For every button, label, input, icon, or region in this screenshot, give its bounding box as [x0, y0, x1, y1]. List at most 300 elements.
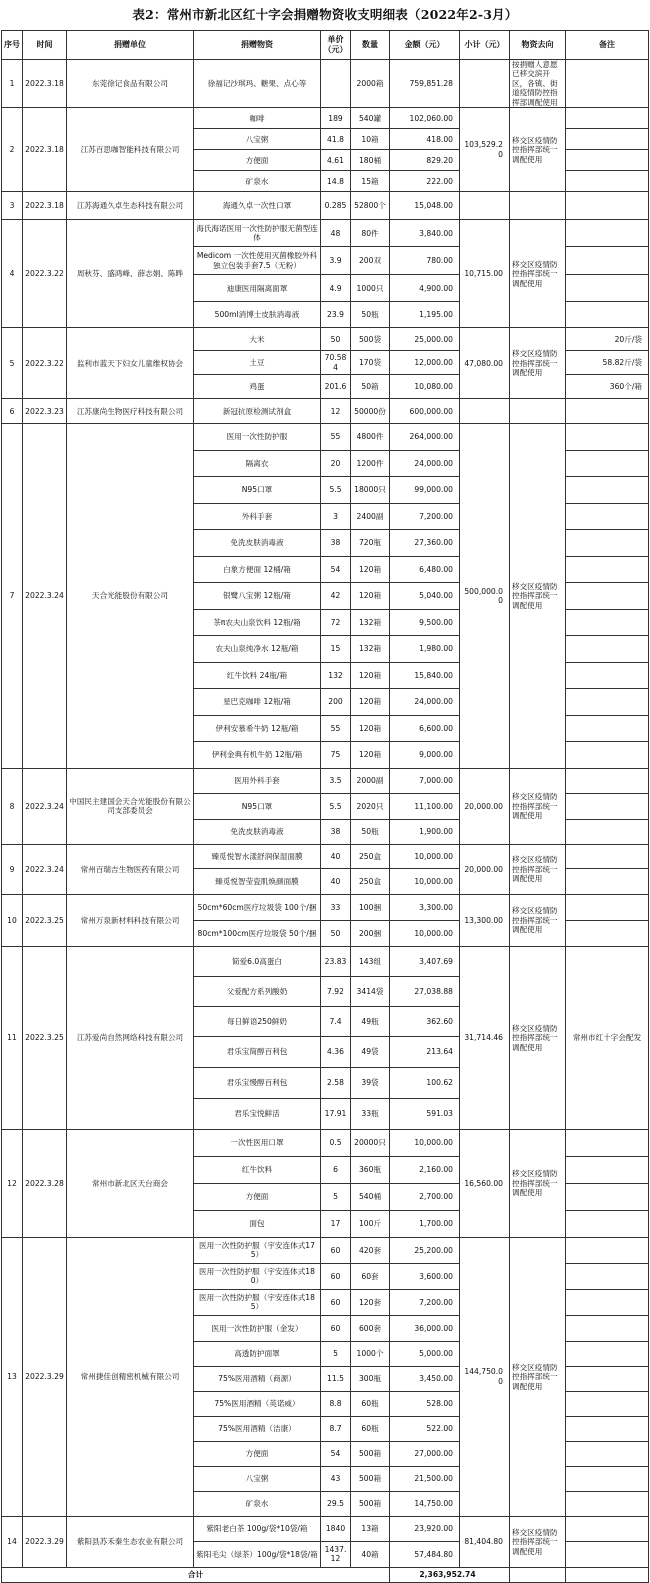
item-note — [566, 1183, 649, 1210]
header-subtotal: 小计（元） — [460, 31, 510, 60]
item-note: 58.82斤/袋 — [566, 351, 649, 375]
table-title: 表2：常州市新北区红十字会捐赠物资收支明细表（2022年2-3月） — [132, 7, 518, 22]
item-price: 48 — [321, 220, 351, 247]
total-row — [2, 1567, 649, 1582]
item-amount: 9,000.00 — [390, 742, 460, 769]
item-amount: 2,160.00 — [390, 1156, 460, 1183]
item-note — [566, 424, 649, 451]
item-qty: 250盒 — [351, 868, 390, 894]
item-name: 免洗皮肤消毒液 — [194, 530, 321, 557]
row-destination: 移交区疫情防控指挥部统一调配使用 — [510, 844, 566, 894]
item-name: 父爱配方系列酸奶 — [194, 976, 321, 1006]
item-qty: 1000只 — [351, 275, 390, 302]
item-name: 医用一次性防护服 — [194, 424, 321, 451]
item-qty: 250盒 — [351, 844, 390, 868]
row-date: 2022.3.24 — [23, 768, 67, 844]
item-amount: 6,480.00 — [390, 556, 460, 583]
row-destination: 移交区疫情防控指挥部统一调配使用 — [510, 768, 566, 844]
row-index: 4 — [2, 220, 23, 328]
item-note — [566, 609, 649, 636]
item-amount: 100.62 — [390, 1067, 460, 1098]
item-qty: 4800件 — [351, 424, 390, 451]
item-price: 43 — [321, 1466, 351, 1491]
total-note-empty — [566, 1567, 649, 1582]
table-row — [2, 894, 649, 920]
row-date: 2022.3.24 — [23, 844, 67, 894]
item-amount: 5,000.00 — [390, 1341, 460, 1366]
item-price: 3 — [321, 503, 351, 530]
item-price: 60 — [321, 1237, 351, 1263]
table-row — [2, 844, 649, 868]
item-note — [566, 1210, 649, 1237]
item-qty: 1200件 — [351, 450, 390, 477]
row-subtotal: 10,715.00 — [460, 220, 510, 328]
item-qty: 2020只 — [351, 793, 390, 819]
item-name: 八宝粥 — [194, 1466, 321, 1491]
item-price: 55 — [321, 424, 351, 451]
item-note — [566, 399, 649, 424]
row-donor: 紫阳县苏禾秦生态农业有限公司 — [67, 1516, 194, 1567]
item-name: 医用一次性防护服（宇安连体式180） — [194, 1263, 321, 1289]
item-name: 医用一次性防护服（宇安连体式185） — [194, 1289, 321, 1315]
row-index: 13 — [2, 1237, 23, 1516]
item-price: 60 — [321, 1289, 351, 1315]
item-note — [566, 1315, 649, 1341]
item-note — [566, 715, 649, 742]
item-amount: 99,000.00 — [390, 477, 460, 504]
item-price: 0.285 — [321, 192, 351, 220]
item-price: 40 — [321, 868, 351, 894]
row-index: 2 — [2, 108, 23, 192]
item-name: 红牛饮料 24瓶/箱 — [194, 662, 321, 689]
item-note — [566, 220, 649, 247]
item-name: 方便面 — [194, 150, 321, 171]
item-amount: 1,195.00 — [390, 302, 460, 328]
item-price: 17 — [321, 1210, 351, 1237]
item-name: N95口罩 — [194, 477, 321, 504]
header-price: 单价（元） — [321, 31, 351, 60]
item-amount: 222.00 — [390, 171, 460, 192]
item-price: 12 — [321, 399, 351, 424]
table-row — [2, 1237, 649, 1263]
row-index: 7 — [2, 424, 23, 769]
item-price: 20 — [321, 450, 351, 477]
item-amount: 7,200.00 — [390, 503, 460, 530]
item-name: 鸡蛋 — [194, 375, 321, 399]
row-donor: 江苏百思咖智能科技有限公司 — [67, 108, 194, 192]
table-row — [2, 946, 649, 976]
item-qty: 40箱 — [351, 1541, 390, 1567]
item-amount: 27,038.88 — [390, 976, 460, 1006]
item-note — [566, 129, 649, 150]
item-note — [566, 477, 649, 504]
item-amount: 10,000.00 — [390, 1129, 460, 1156]
header-qty: 数量 — [351, 31, 390, 60]
item-name: 伊利安慕希牛奶 12瓶/箱 — [194, 715, 321, 742]
item-qty: 120箱 — [351, 662, 390, 689]
item-name: 新冠抗原检测试剂盒 — [194, 399, 321, 424]
item-qty: 600套 — [351, 1315, 390, 1341]
item-name: 简爱6.0高蛋白 — [194, 946, 321, 976]
item-name: 伊利金典有机牛奶 12瓶/箱 — [194, 742, 321, 769]
row-index: 9 — [2, 844, 23, 894]
item-amount: 27,360.00 — [390, 530, 460, 557]
item-qty: 50000份 — [351, 399, 390, 424]
item-qty: 420套 — [351, 1237, 390, 1263]
item-price: 50 — [321, 328, 351, 351]
item-amount: 15,048.00 — [390, 192, 460, 220]
item-name: 紫阳老白茶 100g/袋*10袋/箱 — [194, 1516, 321, 1541]
row-date: 2022.3.29 — [23, 1516, 67, 1567]
item-qty: 49袋 — [351, 1036, 390, 1067]
item-qty: 50箱 — [351, 375, 390, 399]
item-name: 银鹭八宝粥 12瓶/箱 — [194, 583, 321, 610]
item-name: 咖啡 — [194, 108, 321, 129]
item-note — [566, 1516, 649, 1541]
item-name: 君乐宝简醇百利包 — [194, 1036, 321, 1067]
row-donor: 常州万泉新材料科技有限公司 — [67, 894, 194, 946]
item-name: 高透防护面罩 — [194, 1341, 321, 1366]
item-amount: 591.03 — [390, 1098, 460, 1129]
row-donor: 中国民主建国会天合光能股份有限公司支部委员会 — [67, 768, 194, 844]
item-price: 55 — [321, 715, 351, 742]
item-name: 500ml消博士皮肤消毒液 — [194, 302, 321, 328]
item-note — [566, 530, 649, 557]
item-name: 臻觅悦智莹瓷肌焕颜面膜 — [194, 868, 321, 894]
item-price: 7.4 — [321, 1006, 351, 1036]
item-note — [566, 1441, 649, 1466]
item-qty: 500箱 — [351, 1466, 390, 1491]
item-name: 50cm*60cm医疗垃圾袋 100个/捆 — [194, 894, 321, 920]
item-price: 5.5 — [321, 793, 351, 819]
item-qty: 120箱 — [351, 689, 390, 716]
total-dest-empty — [510, 1567, 566, 1582]
item-amount: 418.00 — [390, 129, 460, 150]
row-subtotal: 144,750.00 — [460, 1237, 510, 1516]
item-amount: 213.64 — [390, 1036, 460, 1067]
item-name: 星巴克咖啡 12瓶/箱 — [194, 689, 321, 716]
item-amount: 1,900.00 — [390, 819, 460, 844]
item-qty: 132箱 — [351, 636, 390, 663]
item-qty: 300瓶 — [351, 1366, 390, 1391]
row-subtotal: 81,404.80 — [460, 1516, 510, 1567]
donation-table — [1, 30, 649, 1583]
row-index: 11 — [2, 946, 23, 1129]
row-index: 5 — [2, 328, 23, 399]
item-amount: 9,500.00 — [390, 609, 460, 636]
item-price: 15 — [321, 636, 351, 663]
item-price: 11.5 — [321, 1366, 351, 1391]
item-note — [566, 302, 649, 328]
item-name: 白象方便面 12桶/箱 — [194, 556, 321, 583]
item-note — [566, 1289, 649, 1315]
row-destination: 移交区疫情防控指挥部统一调配使用 — [510, 946, 566, 1129]
row-subtotal: 20,000.00 — [460, 844, 510, 894]
item-note — [566, 583, 649, 610]
item-amount: 600,000.00 — [390, 399, 460, 424]
row-subtotal: 16,560.00 — [460, 1129, 510, 1237]
row-donor: 监利市蓝天下妇女儿童维权协会 — [67, 328, 194, 399]
row-subtotal: 103,529.20 — [460, 108, 510, 192]
item-amount: 6,600.00 — [390, 715, 460, 742]
item-note: 360个/箱 — [566, 375, 649, 399]
item-price: 5 — [321, 1183, 351, 1210]
item-price: 5 — [321, 1341, 351, 1366]
item-price — [321, 60, 351, 108]
item-note — [566, 1541, 649, 1567]
row-date: 2022.3.22 — [23, 328, 67, 399]
row-destination — [510, 192, 566, 220]
item-qty: 80件 — [351, 220, 390, 247]
item-amount: 3,300.00 — [390, 894, 460, 920]
item-name: 紫阳毛尖（绿茶）100g/袋*18袋/箱 — [194, 1541, 321, 1567]
item-name: 臻觅悦智水漾舒润保湿面膜 — [194, 844, 321, 868]
item-name: 医用外科手套 — [194, 768, 321, 793]
item-name: 君乐宝悦鲜活 — [194, 1098, 321, 1129]
item-note — [566, 1237, 649, 1263]
item-qty: 500袋 — [351, 328, 390, 351]
row-date: 2022.3.25 — [23, 894, 67, 946]
item-note — [566, 1156, 649, 1183]
item-name: 矿泉水 — [194, 1491, 321, 1516]
item-note — [566, 819, 649, 844]
item-qty: 540桶 — [351, 1183, 390, 1210]
item-amount: 3,600.00 — [390, 1263, 460, 1289]
row-date: 2022.3.18 — [23, 108, 67, 192]
item-note — [566, 1391, 649, 1416]
table-row — [2, 424, 649, 451]
item-note — [566, 192, 649, 220]
item-amount: 1,700.00 — [390, 1210, 460, 1237]
item-qty: 50瓶 — [351, 819, 390, 844]
row-note: 常州市红十字会配发 — [566, 946, 649, 1129]
item-name: 土豆 — [194, 351, 321, 375]
row-subtotal: 20,000.00 — [460, 768, 510, 844]
item-price: 1437.12 — [321, 1541, 351, 1567]
row-date: 2022.3.25 — [23, 946, 67, 1129]
item-amount: 14,750.00 — [390, 1491, 460, 1516]
item-price: 60 — [321, 1263, 351, 1289]
item-amount: 3,450.00 — [390, 1366, 460, 1391]
item-price: 33 — [321, 894, 351, 920]
row-index: 8 — [2, 768, 23, 844]
item-price: 200 — [321, 689, 351, 716]
item-qty: 720瓶 — [351, 530, 390, 557]
row-destination: 移交区疫情防控指挥部统一调配使用 — [510, 328, 566, 399]
item-price: 8.7 — [321, 1416, 351, 1441]
item-name: 矿泉水 — [194, 171, 321, 192]
item-qty: 180桶 — [351, 150, 390, 171]
table-row — [2, 1129, 649, 1156]
item-amount: 264,000.00 — [390, 424, 460, 451]
item-note — [566, 844, 649, 868]
item-name: 75%医用酒精（商源） — [194, 1366, 321, 1391]
item-qty: 10箱 — [351, 129, 390, 150]
item-qty: 1000个 — [351, 1341, 390, 1366]
item-amount: 759,851.28 — [390, 60, 460, 108]
item-note — [566, 1366, 649, 1391]
item-qty: 18000只 — [351, 477, 390, 504]
item-qty: 52800个 — [351, 192, 390, 220]
item-note — [566, 636, 649, 663]
item-price: 132 — [321, 662, 351, 689]
item-note — [566, 1416, 649, 1441]
item-note: 20斤/袋 — [566, 328, 649, 351]
item-name: 80cm*100cm医疗垃圾袋 50个/捆 — [194, 920, 321, 946]
row-destination: 移交区疫情防控指挥部统一调配使用 — [510, 424, 566, 769]
item-note — [566, 556, 649, 583]
item-price: 54 — [321, 556, 351, 583]
item-note — [566, 1491, 649, 1516]
item-amount: 7,000.00 — [390, 768, 460, 793]
item-name: 免洗皮肤消毒液 — [194, 819, 321, 844]
item-name: 外科手套 — [194, 503, 321, 530]
item-price: 1840 — [321, 1516, 351, 1541]
item-price: 201.6 — [321, 375, 351, 399]
item-amount: 10,000.00 — [390, 920, 460, 946]
item-price: 4.36 — [321, 1036, 351, 1067]
total-amount: 2,363,952.74 — [390, 1567, 510, 1582]
item-qty: 120箱 — [351, 715, 390, 742]
header-date: 时间 — [23, 31, 67, 60]
item-price: 4.61 — [321, 150, 351, 171]
row-index: 3 — [2, 192, 23, 220]
item-price: 14.8 — [321, 171, 351, 192]
row-destination: 移交区疫情防控指挥部统一调配使用 — [510, 220, 566, 328]
item-price: 54 — [321, 1441, 351, 1466]
table-row — [2, 108, 649, 129]
item-note — [566, 1341, 649, 1366]
item-amount: 11,100.00 — [390, 793, 460, 819]
item-amount: 25,200.00 — [390, 1237, 460, 1263]
item-qty: 540罐 — [351, 108, 390, 129]
item-qty: 3414袋 — [351, 976, 390, 1006]
row-date: 2022.3.29 — [23, 1237, 67, 1516]
row-donor: 常州百瑞吉生物医药有限公司 — [67, 844, 194, 894]
item-note — [566, 768, 649, 793]
item-note — [566, 662, 649, 689]
row-date: 2022.3.24 — [23, 424, 67, 769]
row-destination: 移交区疫情防控指挥部统一调配使用 — [510, 894, 566, 946]
item-price: 0.5 — [321, 1129, 351, 1156]
table-row — [2, 399, 649, 424]
item-note — [566, 450, 649, 477]
row-donor: 常州市新北区天台商会 — [67, 1129, 194, 1237]
header-dest: 物资去向 — [510, 31, 566, 60]
item-note — [566, 868, 649, 894]
item-price: 7.92 — [321, 976, 351, 1006]
row-index: 1 — [2, 60, 23, 108]
item-price: 38 — [321, 819, 351, 844]
item-note — [566, 1466, 649, 1491]
item-amount: 36,000.00 — [390, 1315, 460, 1341]
item-qty: 143组 — [351, 946, 390, 976]
item-price: 2.58 — [321, 1067, 351, 1098]
item-amount: 362.60 — [390, 1006, 460, 1036]
item-amount: 3,407.69 — [390, 946, 460, 976]
item-note — [566, 920, 649, 946]
item-amount: 27,000.00 — [390, 1441, 460, 1466]
item-name: 面包 — [194, 1210, 321, 1237]
header-row — [2, 31, 649, 60]
item-qty: 33瓶 — [351, 1098, 390, 1129]
item-amount: 3,840.00 — [390, 220, 460, 247]
item-amount: 2,700.00 — [390, 1183, 460, 1210]
item-qty: 170袋 — [351, 351, 390, 375]
item-note — [566, 503, 649, 530]
row-donor: 江苏爱尚自然网络科技有限公司 — [67, 946, 194, 1129]
row-destination: 移交区疫情防控指挥部统一调配使用 — [510, 1237, 566, 1516]
item-note — [566, 171, 649, 192]
item-amount: 7,200.00 — [390, 1289, 460, 1315]
row-donor: 常州捷佳创精密机械有限公司 — [67, 1237, 194, 1516]
item-name: 医用一次性防护服（宇安连体式175） — [194, 1237, 321, 1263]
item-qty: 49瓶 — [351, 1006, 390, 1036]
item-price: 75 — [321, 742, 351, 769]
item-name: 迪康医用隔离面罩 — [194, 275, 321, 302]
row-subtotal: 31,714.46 — [460, 946, 510, 1129]
row-destination: 移交区疫情防控指挥部统一调配使用 — [510, 1516, 566, 1567]
row-date: 2022.3.23 — [23, 399, 67, 424]
item-price: 40 — [321, 844, 351, 868]
item-qty: 20000只 — [351, 1129, 390, 1156]
item-qty: 50瓶 — [351, 302, 390, 328]
item-amount: 1,980.00 — [390, 636, 460, 663]
item-note — [566, 247, 649, 275]
table-body — [2, 60, 649, 1568]
item-price: 189 — [321, 108, 351, 129]
item-amount: 25,000.00 — [390, 328, 460, 351]
row-subtotal — [460, 192, 510, 220]
item-price: 38 — [321, 530, 351, 557]
item-price: 4.9 — [321, 275, 351, 302]
item-note — [566, 742, 649, 769]
item-price: 3.5 — [321, 768, 351, 793]
header-item: 捐赠物资 — [194, 31, 321, 60]
row-index: 12 — [2, 1129, 23, 1237]
table-row — [2, 60, 649, 108]
item-price: 70.584 — [321, 351, 351, 375]
item-qty: 120箱 — [351, 556, 390, 583]
item-amount: 5,040.00 — [390, 583, 460, 610]
row-subtotal: 500,000.00 — [460, 424, 510, 769]
item-qty: 132箱 — [351, 609, 390, 636]
item-name: 大米 — [194, 328, 321, 351]
row-date: 2022.3.18 — [23, 60, 67, 108]
item-amount: 57,484.80 — [390, 1541, 460, 1567]
item-amount: 102,060.00 — [390, 108, 460, 129]
row-subtotal: 47,080.00 — [460, 328, 510, 399]
row-donor: 江苏康尚生物医疗科技有限公司 — [67, 399, 194, 424]
item-note — [566, 793, 649, 819]
row-destination: 移交区疫情防控指挥部统一调配使用 — [510, 1129, 566, 1237]
item-name: 红牛饮料 — [194, 1156, 321, 1183]
item-name: 75%医用酒精（洁康） — [194, 1416, 321, 1441]
table-row — [2, 192, 649, 220]
item-note — [566, 60, 649, 108]
item-price: 23.9 — [321, 302, 351, 328]
item-note — [566, 108, 649, 129]
item-amount: 10,000.00 — [390, 868, 460, 894]
item-name: 农夫山泉纯净水 12瓶/箱 — [194, 636, 321, 663]
item-note — [566, 894, 649, 920]
item-name: 徐福记沙琪玛、糖果、点心等 — [194, 60, 321, 108]
item-qty: 500箱 — [351, 1441, 390, 1466]
row-donor: 江苏海通久卓生态科技有限公司 — [67, 192, 194, 220]
item-price: 60 — [321, 1315, 351, 1341]
table-row — [2, 1516, 649, 1541]
item-note — [566, 150, 649, 171]
